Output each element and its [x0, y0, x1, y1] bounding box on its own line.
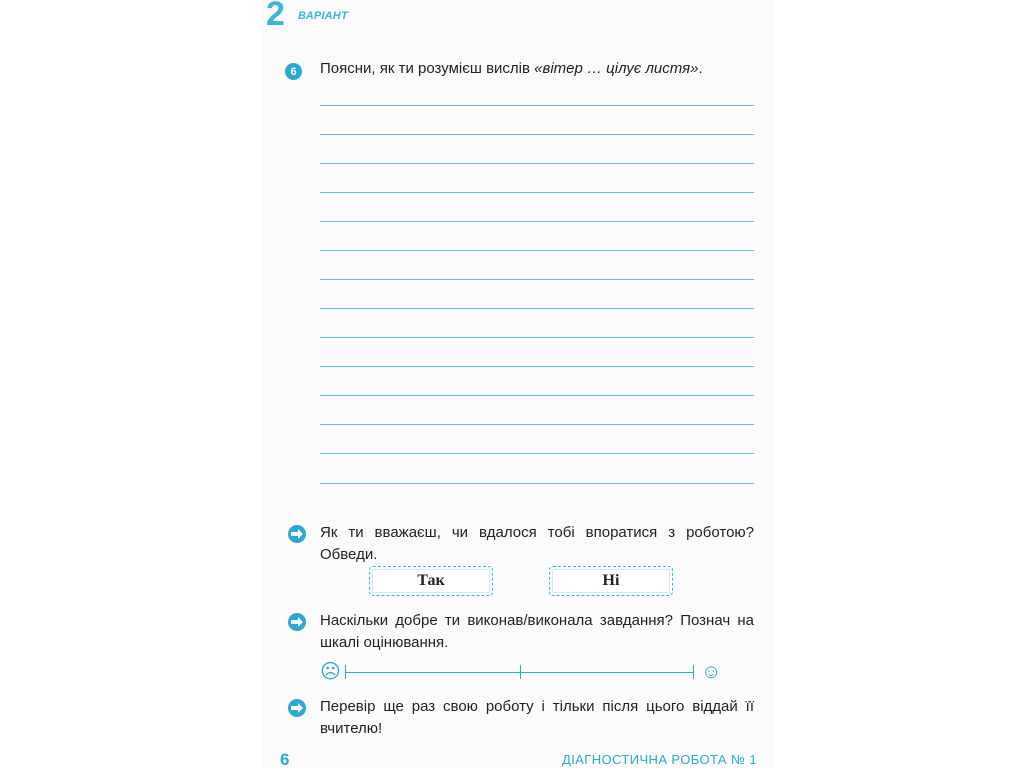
variant-number: 2 — [266, 0, 285, 33]
answer-line[interactable] — [320, 366, 754, 367]
variant-label: ВАРІАНТ — [298, 10, 348, 22]
sad-face-icon: ☹ — [320, 661, 341, 683]
answer-line[interactable] — [320, 308, 754, 309]
answer-line[interactable] — [320, 134, 754, 135]
arrow-right-icon — [287, 612, 307, 637]
happy-face-icon: ☺ — [701, 661, 722, 683]
answer-line[interactable] — [320, 192, 754, 193]
answer-line[interactable] — [320, 395, 754, 396]
arrow-right-icon — [287, 524, 307, 549]
scale-tick — [345, 665, 346, 679]
reflection-question-2: Наскільки добре ти виконав/виконала завдання? Познач на шкалі оцінювання. — [320, 612, 754, 651]
answer-line[interactable] — [320, 250, 754, 251]
answer-line[interactable] — [320, 337, 754, 338]
reflection-question-1: Як ти вважаєш, чи вдалося тобі впоратися з роботою? Обведи. — [320, 524, 754, 563]
answer-line[interactable] — [320, 483, 754, 484]
arrow-right-icon — [287, 698, 307, 723]
answer-line[interactable] — [320, 279, 754, 280]
answer-no-option[interactable]: Ні — [549, 566, 673, 596]
task-question-quote: «вітер … цілує листя» — [534, 60, 699, 77]
reflection-question-3: Перевір ще раз свою роботу і тільки після цього віддай її вчителю! — [320, 698, 754, 737]
answer-line[interactable] — [320, 221, 754, 222]
task-question-suffix: . — [698, 60, 703, 77]
task-question — [320, 58, 760, 79]
answer-line[interactable] — [320, 424, 754, 425]
task-question-prefix: Поясни, як ти розумієш вислів — [320, 60, 535, 77]
scale-tick — [520, 665, 521, 679]
task-number-badge: 6 — [285, 63, 302, 80]
footer-title: ДІАГНОСТИЧНА РОБОТА № 1 — [562, 752, 757, 767]
scale-tick — [693, 665, 694, 679]
page-number: 6 — [280, 750, 290, 769]
answer-line[interactable] — [320, 453, 754, 454]
answer-line[interactable] — [320, 163, 754, 164]
answer-yes-option[interactable]: Так — [369, 566, 493, 596]
answer-line[interactable] — [320, 105, 754, 106]
